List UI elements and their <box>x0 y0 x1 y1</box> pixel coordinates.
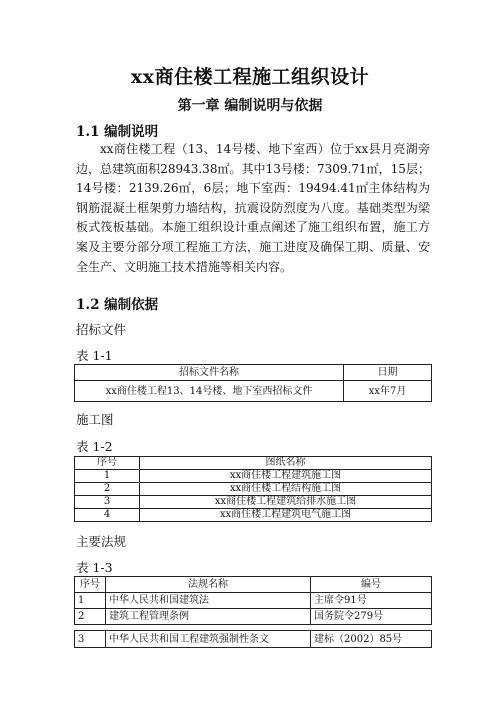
laws-label: 主要法规 <box>76 534 127 549</box>
table-1-1 <box>74 364 432 402</box>
table-cell: 1 <box>75 470 140 483</box>
table-cell: 3 <box>75 631 106 648</box>
table-1-1-label: 表 1-1 <box>76 348 113 363</box>
document-title: xx商住楼工程施工组织设计 <box>130 66 370 88</box>
table-header-row <box>75 577 432 593</box>
table-1-2 <box>74 456 432 522</box>
table-row <box>75 470 432 483</box>
table-1-2-label: 表 1-2 <box>76 439 113 454</box>
table-cell: 1 <box>75 593 106 609</box>
table-header-row <box>75 365 432 381</box>
table-row <box>75 509 432 522</box>
table-1-3 <box>74 576 432 625</box>
table-cell: 2 <box>75 483 140 496</box>
table-row <box>75 483 432 496</box>
table-header-cell: 序号 <box>75 457 140 470</box>
table-1-3-label: 表 1-3 <box>76 560 113 575</box>
table-row <box>75 631 432 648</box>
section-1-1-paragraph: xx商住楼工程（13、14号楼、地下室西）位于xx县月亮湖旁边，总建筑面积28943.38㎡。其中13号楼：7309.71㎡，15层；14号楼：2139.26㎡，6层；地下室西：19494.41㎡主体结构为钢筋混凝土框架剪力墙结构，抗震设防烈度为八度。基础类型为梁板式筏板基础。本施工组织设计重点阐述了施工组织布置，施工方案及主要分部分项工程施工方法，施工进度及确保工期、质量、安全生产、文明施工技术措施等相关内容。 <box>76 142 430 274</box>
table-cell: xx商住楼工程结构施工图 <box>140 483 432 496</box>
table-row <box>75 593 432 609</box>
table-cell: 2 <box>75 609 106 625</box>
table-row <box>75 609 432 625</box>
table-1-3-continued <box>74 630 432 648</box>
table-header-row <box>75 457 432 470</box>
table-cell: xx商住楼工程建筑电气施工图 <box>140 509 432 522</box>
table-header-cell: 序号 <box>75 577 106 593</box>
bid-docs-label: 招标文件 <box>76 322 127 337</box>
table-cell: 中华人民共和国工程建筑强制性条文 <box>106 631 311 648</box>
table-header-cell: 法规名称 <box>106 577 311 593</box>
table-cell: 建标（2002）85号 <box>311 631 432 648</box>
table-cell: xx年7月 <box>344 381 432 402</box>
table-cell: 主席令91号 <box>311 593 432 609</box>
table-cell: 3 <box>75 496 140 509</box>
table-header-cell: 编号 <box>311 577 432 593</box>
table-cell: 建筑工程管理条例 <box>106 609 311 625</box>
table-cell: 国务院令279号 <box>311 609 432 625</box>
section-heading-1-1: 1.1 编制说明 <box>76 124 159 140</box>
table-cell: 4 <box>75 509 140 522</box>
table-header-cell: 招标文件名称 <box>75 365 344 381</box>
table-cell: xx商住楼工程建筑施工图 <box>140 470 432 483</box>
chapter-title: 第一章 编制说明与依据 <box>177 98 323 114</box>
table-cell: xx商住楼工程建筑给排水施工图 <box>140 496 432 509</box>
drawings-label: 施工图 <box>76 412 114 427</box>
table-row <box>75 496 432 509</box>
table-header-cell: 图纸名称 <box>140 457 432 470</box>
table-header-cell: 日期 <box>344 365 432 381</box>
section-heading-1-2: 1.2 编制依据 <box>76 297 159 313</box>
table-cell: 中华人民共和国建筑法 <box>106 593 311 609</box>
table-row <box>75 381 432 402</box>
table-cell: xx商住楼工程13、14号楼、地下室西招标文件 <box>75 381 344 402</box>
